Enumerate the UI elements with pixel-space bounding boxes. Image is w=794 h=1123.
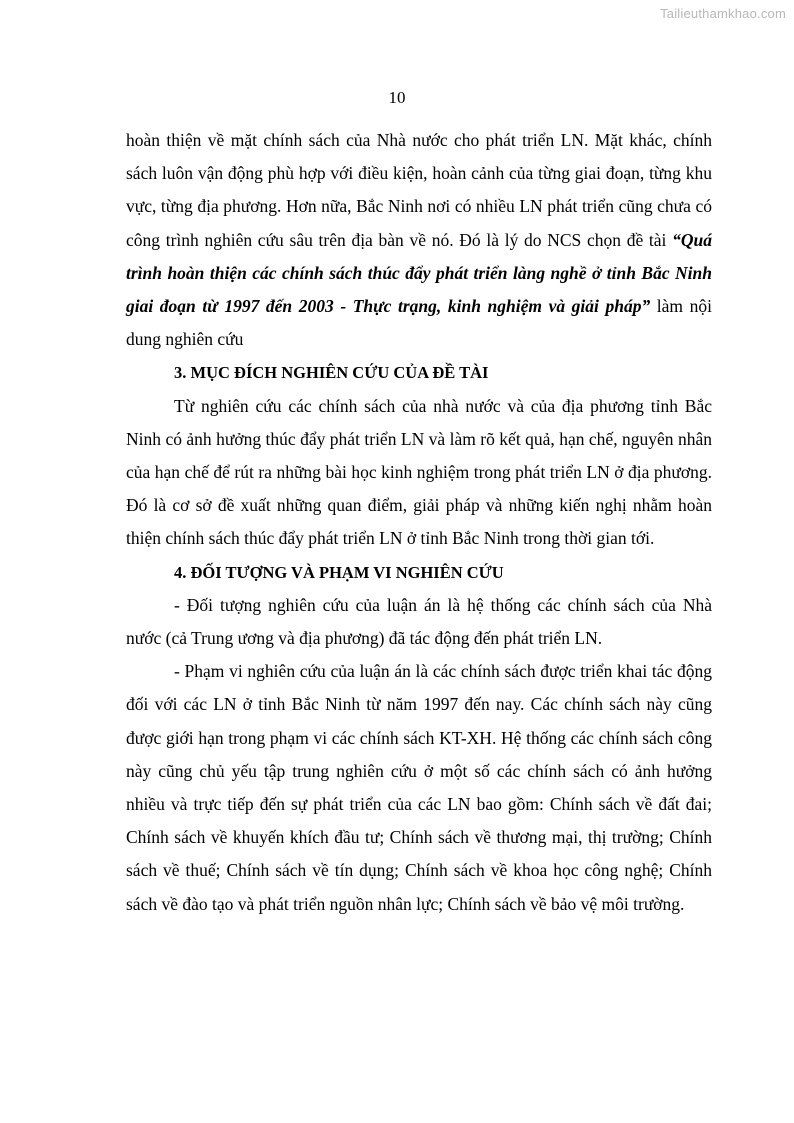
- thesis-title: “Quá trình hoàn thiện các chính sách thúc đẩy phát triển làng nghề ở tỉnh Bắc Ninh giai đoạn từ 1997 đến 2003 - Thực trạng, kinh nghiệm và giải pháp”: [126, 229, 712, 317]
- section-4-paragraph-1: - Đối tượng nghiên cứu của luận án là hệ thống các chính sách của Nhà nước (cả Trung ương và địa phương) đã tác động đến phát triển LN.: [126, 594, 712, 649]
- intro-text: hoàn thiện về mặt chính sách của Nhà nước cho phát triển LN. Mặt khác, chính sách luôn vận động phù hợp với điều kiện, hoàn cảnh của từng giai đoạn, từng khu vực, từng địa phương. Hơn nữa, Bắc Ninh nơi có nhiều LN phát triển cũng chưa có công trình nghiên cứu sâu trên địa bàn về nó. Đó là lý do NCS chọn đề tài: [126, 130, 712, 250]
- document-body: [126, 124, 712, 921]
- intro-paragraph: [126, 124, 712, 356]
- section-4-paragraph-2: - Phạm vi nghiên cứu của luận án là các chính sách được triển khai tác động đối với các LN ở tỉnh Bắc Ninh từ năm 1997 đến nay. Các chính sách này cũng được giới hạn trong phạm vi các chính sách KT-XH. Hệ thống các chính sách công này cũng chủ yếu tập trung nghiên cứu ở một số các chính sách có ảnh hưởng nhiều và trực tiếp đến sự phát triển của các LN bao gồm: Chính sách về đất đai; Chính sách về khuyến khích đầu tư; Chính sách về thương mại, thị trường; Chính sách về thuế; Chính sách về tín dụng; Chính sách về khoa học công nghệ; Chính sách về đào tạo và phát triển nguồn nhân lực; Chính sách về bảo vệ môi trường.: [126, 661, 712, 914]
- section-4-heading: 4. ĐỐI TƯỢNG VÀ PHẠM VI NGHIÊN CỨU: [174, 562, 504, 582]
- section-3-paragraph: Từ nghiên cứu các chính sách của nhà nước và của địa phương tỉnh Bắc Ninh có ảnh hưởng thúc đẩy phát triển LN và làm rõ kết quả, hạn chế, nguyên nhân của hạn chế để rút ra những bài học kinh nghiệm trong phát triển LN ở địa phương. Đó là cơ sở đề xuất những quan điểm, giải pháp và những kiến nghị nhằm hoàn thiện chính sách thúc đẩy phát triển LN ở tỉnh Bắc Ninh trong thời gian tới.: [126, 395, 712, 549]
- page-number: 10: [388, 88, 406, 107]
- intro-text-end: làm nội dung nghiên cứu: [126, 296, 712, 350]
- watermark-text: Tailieuthamkhao.com: [660, 6, 786, 21]
- section-3-heading: 3. MỤC ĐÍCH NGHIÊN CỨU CỦA ĐỀ TÀI: [174, 363, 489, 383]
